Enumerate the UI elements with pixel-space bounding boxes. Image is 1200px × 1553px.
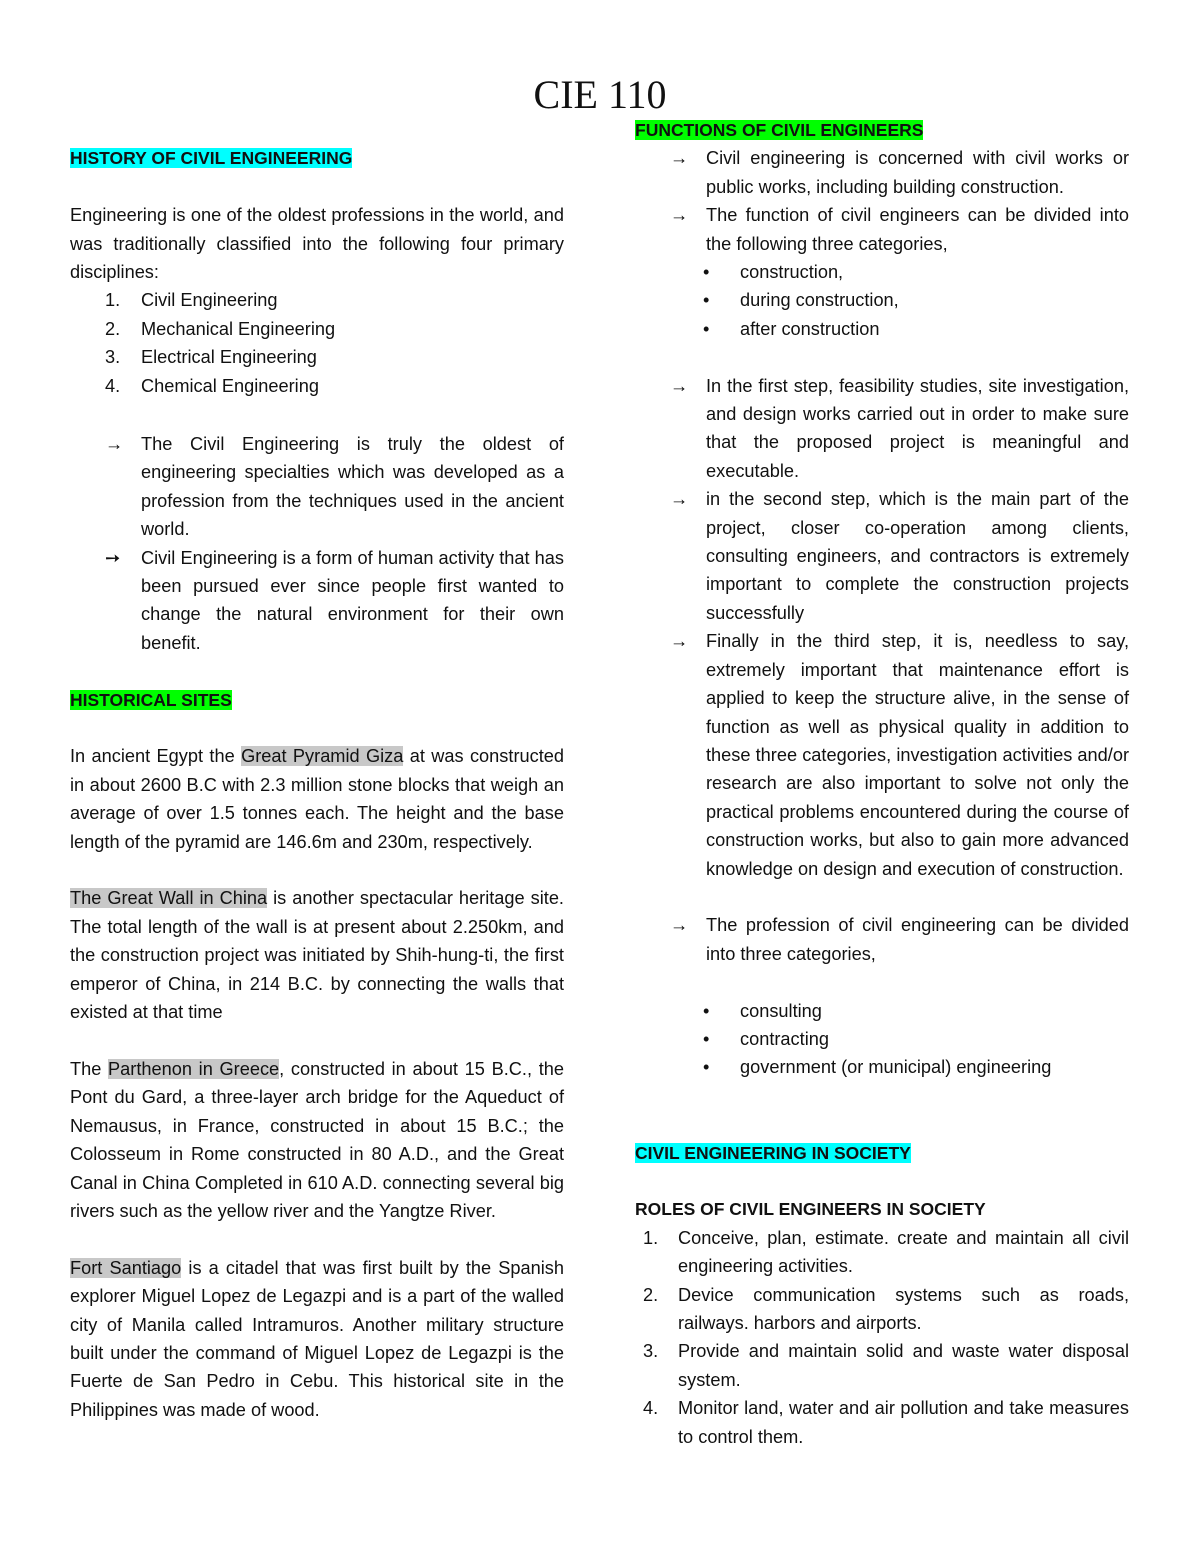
arrow-icon: → — [670, 375, 689, 396]
arrow-point: → Civil engineering is concerned with civil works or public works, including building construction. — [635, 144, 1129, 201]
arrow-icon: → — [670, 915, 689, 936]
history-heading: HISTORY OF CIVIL ENGINEERING — [70, 148, 353, 169]
historical-sites-heading: HISTORICAL SITES — [70, 689, 232, 710]
list-item: • consulting — [635, 997, 1129, 1025]
right-column — [635, 116, 1129, 1451]
arrow-icon: → — [670, 489, 689, 510]
arrow-icon: → — [105, 434, 124, 455]
arrow-point: → The profession of civil engineering can be divided into three categories, — [635, 911, 1129, 968]
list-item: 2. Mechanical Engineering — [105, 318, 336, 339]
china-paragraph: The Great Wall in China is another spectacular heritage site. The total length of the wall is at present about 2.250km, and the construction project was initiated by Shih-hung-ti, the first emperor of China, in 214 B.C. by connecting the walls that existed at that time — [70, 888, 564, 1023]
disciplines-list — [70, 286, 564, 400]
list-item: 4. Monitor land, water and air pollution and take measures to control them. — [643, 1398, 1129, 1447]
list-item: • after construction — [635, 315, 1129, 343]
highlight-great-pyramid: Great Pyramid Giza — [241, 746, 404, 767]
highlight-parthenon: Parthenon in Greece — [108, 1058, 280, 1079]
arrow-point: → The Civil Engineering is truly the oldest of engineering specialties which was developed as a profession from the techniques used in the ancient world. — [70, 430, 564, 544]
highlight-fort-santiago: Fort Santiago — [70, 1257, 182, 1278]
bullet-icon: • — [703, 1000, 710, 1021]
functions-heading: FUNCTIONS OF CIVIL ENGINEERS — [635, 120, 924, 140]
society-heading: CIVIL ENGINEERING IN SOCIETY — [635, 1142, 911, 1163]
egypt-paragraph: In ancient Egypt the Great Pyramid Giza at was constructed in about 2600 B.C with 2.3 million stone blocks that weigh an average of over 1.5 tonnes each. The height and the base length of the pyramid are 146.6m and 230m, respectively. — [70, 746, 564, 852]
arrow-point: → In the first step, feasibility studies, site investigation, and design works carried out in order to make sure that the proposed project is meaningful and executable. — [635, 372, 1129, 486]
left-column — [70, 116, 564, 1424]
bullet-icon: • — [703, 290, 710, 311]
bullet-icon: • — [703, 262, 710, 283]
arrow-icon: → — [670, 148, 689, 169]
list-item: 1. Civil Engineering — [105, 290, 278, 311]
greece-paragraph: The Parthenon in Greece, constructed in about 15 B.C., the Pont du Gard, a three-layer arch bridge for the Aqueduct of Nemausus, in France, constructed in about 15 B.C.; the Colosseum in Rome constructed in 80 A.D., and the Great Canal in China Completed in 610 A.D. connecting several big rivers such as the yellow river and the Yangtze River. — [70, 1058, 565, 1221]
arrow-point: → The function of civil engineers can be divided into the following three categories, — [635, 201, 1129, 258]
list-item: 2. Device communication systems such as roads, railways. harbors and airports. — [643, 1284, 1129, 1333]
arrow-icon: ➙ — [105, 547, 121, 568]
arrow-icon: → — [670, 631, 689, 652]
list-item: 3. Provide and maintain solid and waste water disposal system. — [643, 1341, 1129, 1390]
arrow-point: → Finally in the third step, it is, needless to say, extremely important that maintenance effort is applied to keep the structure alive, in the sense of function as well as physical quality in addition to these three categories, investigation activities and/or research are also important to solve not only the practical problems encountered during the course of construction works, but also to gain more advanced knowledge on design and execution of construction. — [635, 627, 1129, 883]
santiago-paragraph: Fort Santiago is a citadel that was first built by the Spanish explorer Miguel Lopez de Legazpi and is a part of the walled city of Manila called Intramuros. Another military structure built under the command of Miguel Lopez de Legazpi is the Fuerte de San Pedro in Cebu. This historical site in the Philippines was made of wood. — [70, 1257, 565, 1420]
bullet-icon: • — [703, 1057, 710, 1078]
arrow-icon: → — [670, 205, 689, 226]
arrow-point: → in the second step, which is the main part of the project, closer co-operation among clients, consulting engineers, and contractors is extremely important to complete the construction projects successfully — [635, 485, 1129, 627]
list-item: 3. Electrical Engineering — [105, 347, 317, 368]
list-item: 1. Conceive, plan, estimate. create and maintain all civil engineering activities. — [643, 1227, 1129, 1277]
bullet-icon: • — [703, 1028, 710, 1049]
list-item: • construction, — [635, 258, 1129, 286]
list-item: • government (or municipal) engineering — [635, 1053, 1129, 1081]
list-item: 4. Chemical Engineering — [105, 375, 319, 396]
list-item: • contracting — [635, 1025, 1129, 1053]
arrow-point: ➙ Civil Engineering is a form of human activity that has been pursued ever since people first wanted to change the natural environment for their own benefit. — [70, 544, 564, 658]
bullet-icon: • — [703, 318, 710, 339]
roles-heading: ROLES OF CIVIL ENGINEERS IN SOCIETY — [635, 1199, 986, 1220]
highlight-great-wall: The Great Wall in China — [70, 888, 268, 909]
history-intro: Engineering is one of the oldest professions in the world, and was traditionally classified into the following four primary disciplines: — [70, 205, 564, 282]
list-item: • during construction, — [635, 286, 1129, 314]
page-title: CIE 110 — [533, 72, 667, 117]
